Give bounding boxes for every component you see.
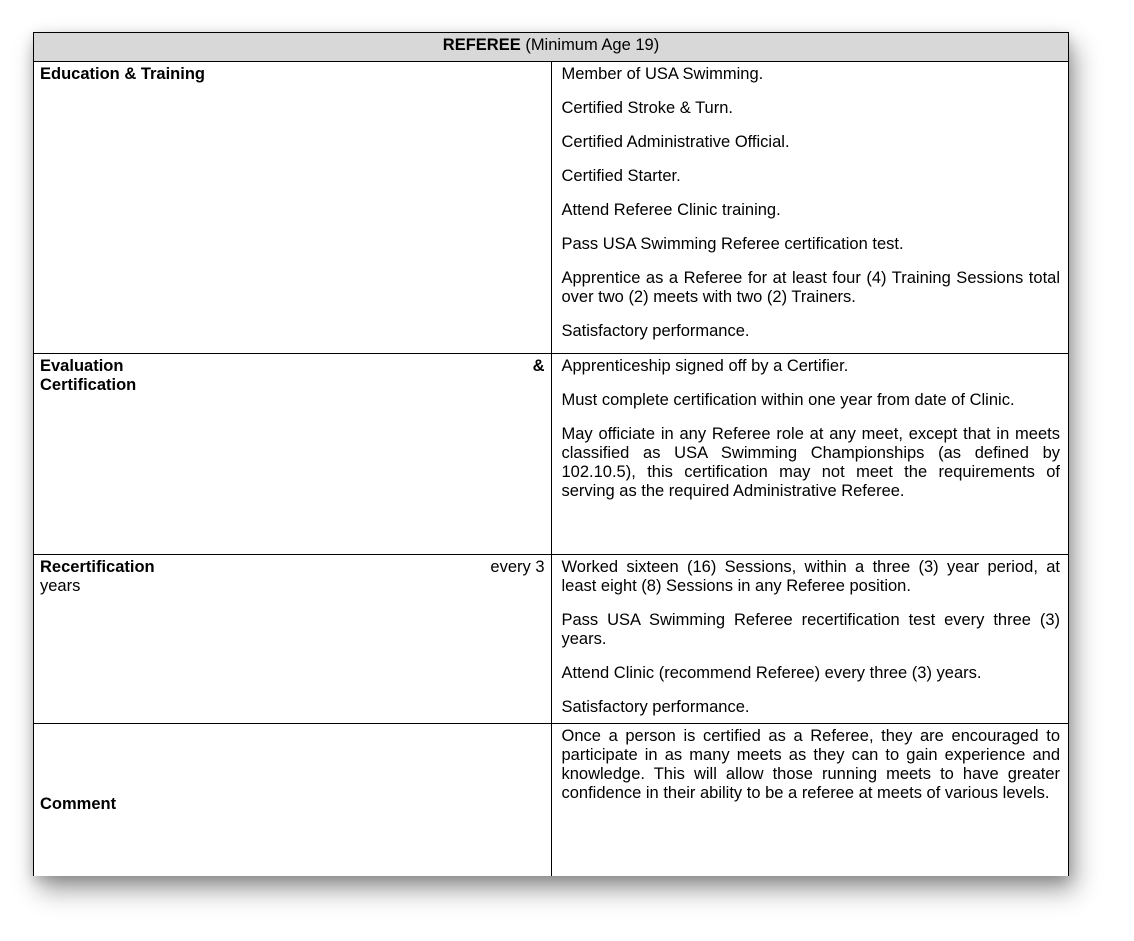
- row-label-education-training: Education & Training: [34, 62, 552, 354]
- label-recertification: Recertification: [40, 558, 155, 576]
- table-title-rest: (Minimum Age 19): [520, 36, 660, 54]
- list-item: Pass USA Swimming Referee recertification test every three (3) years.: [561, 611, 1060, 648]
- table-row-recertification: [34, 555, 1069, 724]
- title-row: [34, 33, 1069, 62]
- list-item: Apprentice as a Referee for at least four (4) Training Sessions total over two (2) meets with two (2) Trainers.: [561, 269, 1060, 306]
- label-certification: Certification: [40, 376, 137, 394]
- list-item: Satisfactory performance.: [561, 322, 750, 340]
- table-row-evaluation-certification: [34, 354, 1069, 555]
- list-item: Attend Clinic (recommend Referee) every three (3) years.: [561, 664, 982, 682]
- comment-text: Once a person is certified as a Referee, they are encouraged to participate in as many meets as they can to gain experience and knowledge. This will allow those running meets to have greater confidence in their ability to be a referee at meets of various levels.: [561, 727, 1060, 802]
- row-label-comment: Comment: [34, 724, 552, 877]
- label-ampersand: &: [532, 357, 545, 375]
- table-title: [34, 33, 1069, 62]
- label-every-3: every 3: [490, 558, 545, 576]
- row-content-recertification: [551, 555, 1069, 724]
- row-content-evaluation-certification: [551, 354, 1069, 555]
- label-years: years: [40, 577, 81, 595]
- document-page: [33, 32, 1069, 876]
- list-item: Apprenticeship signed off by a Certifier.: [561, 357, 849, 375]
- row-label-recertification: [34, 555, 552, 724]
- list-item: May officiate in any Referee role at any meet, except that in meets classified as USA Swimming Championships (as defined by 102.10.5), this certification may not meet the requirements of serving as the required Administrative Referee.: [561, 425, 1060, 500]
- row-content-education-training: [551, 62, 1069, 354]
- table-row-comment: [34, 724, 1069, 877]
- table-title-bold: REFEREE: [442, 36, 521, 54]
- row-label-evaluation-certification: [34, 354, 552, 555]
- list-item: Certified Stroke & Turn.: [561, 99, 733, 117]
- list-item: Satisfactory performance.: [561, 698, 750, 716]
- list-item: Member of USA Swimming.: [561, 65, 764, 83]
- list-item: Certified Starter.: [561, 167, 681, 185]
- list-item: Attend Referee Clinic training.: [561, 201, 781, 219]
- label-evaluation: Evaluation: [40, 357, 124, 375]
- referee-requirements-table: [33, 32, 1069, 876]
- row-content-comment: [551, 724, 1069, 877]
- list-item: Pass USA Swimming Referee certification test.: [561, 235, 904, 253]
- table-row-education-training: [34, 62, 1069, 354]
- list-item: Worked sixteen (16) Sessions, within a three (3) year period, at least eight (8) Sessions in any Referee position.: [561, 558, 1060, 595]
- list-item: Must complete certification within one year from date of Clinic.: [561, 391, 1015, 409]
- list-item: Certified Administrative Official.: [561, 133, 790, 151]
